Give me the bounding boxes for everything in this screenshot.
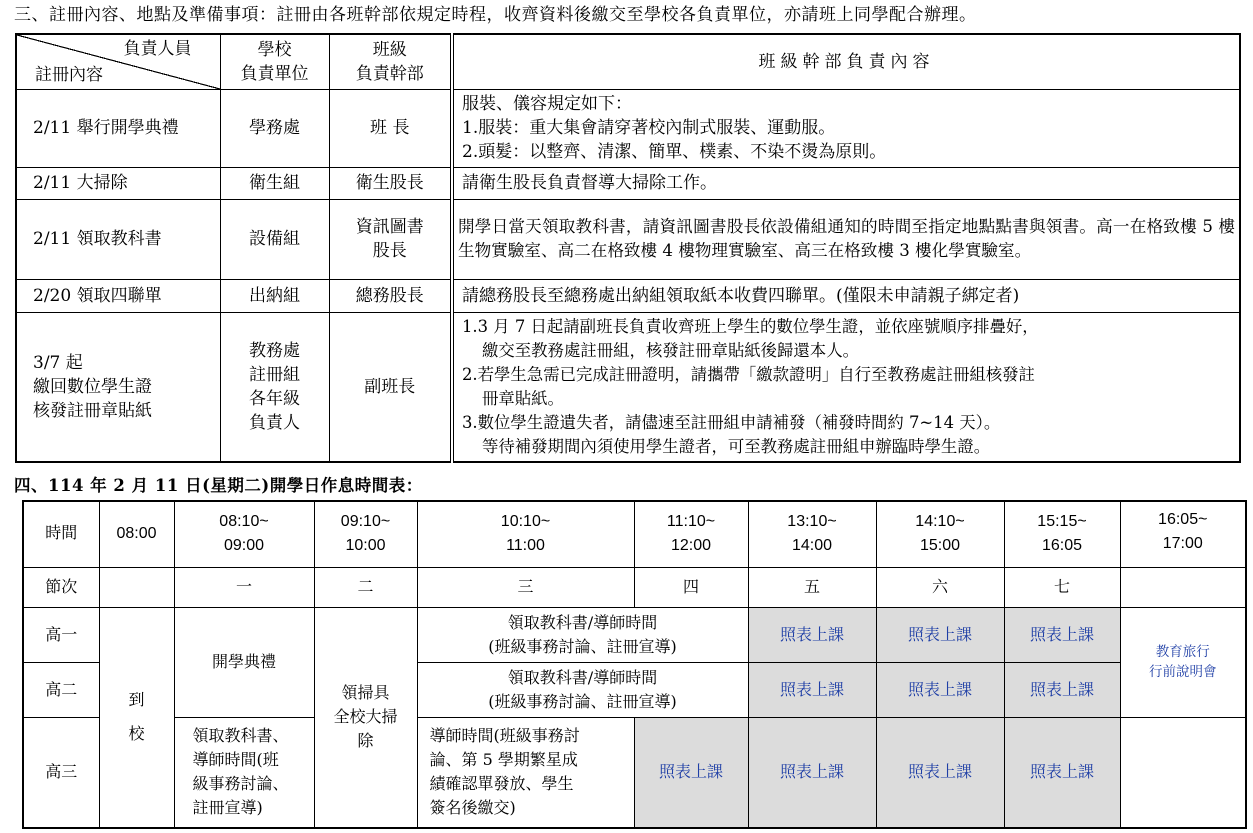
registration-header-row [16, 34, 1240, 89]
arrive-at-school: 到 校 [99, 607, 174, 828]
school-unit: 設備組 [220, 199, 329, 279]
regular-class: 照表上課 [876, 662, 1004, 717]
time-row [23, 501, 1246, 567]
grade-label: 高二 [23, 662, 99, 717]
registration-item: 2/11 舉行開學典禮 [16, 89, 220, 167]
officer-duty: 開學日當天領取教科書，請資訊圖書股長依設備組通知的時間至指定地點點書與領書。高一在格致樓 5 樓生物實驗室、高二在格致樓 4 樓物理實驗室、高三在格致樓 3 樓化學實驗室。 [452, 199, 1240, 279]
registration-content-label: 註冊內容 [35, 64, 103, 85]
registration-table [15, 33, 1241, 463]
g3-textbook-homeroom: 領取教科書、 導師時間(班 級事務討論、 註冊宣導) [174, 717, 314, 828]
time-slot: 10:10~ 11:00 [417, 501, 634, 567]
regular-class: 照表上課 [748, 662, 876, 717]
registration-item: 3/7 起 繳回數位學生證 核發註冊章貼紙 [16, 312, 220, 462]
textbook-homeroom-g1: 領取教科書/導師時間 (班級事務討論、註冊宣導) [417, 607, 748, 662]
class-officer: 班 長 [329, 89, 452, 167]
time-label: 時間 [23, 501, 99, 567]
officer-duty-header: 班級幹部負責內容 [452, 34, 1240, 89]
regular-class: 照表上課 [748, 717, 876, 828]
registration-item: 2/11 大掃除 [16, 167, 220, 199]
time-slot: 08:00 [99, 501, 174, 567]
period-cell: 五 [748, 567, 876, 607]
table-row [16, 89, 1240, 167]
period-cell: 三 [417, 567, 634, 607]
textbook-homeroom-g2: 領取教科書/導師時間 (班級事務討論、註冊宣導) [417, 662, 748, 717]
regular-class: 照表上課 [1004, 607, 1120, 662]
time-slot: 14:10~ 15:00 [876, 501, 1004, 567]
diagonal-header-cell [16, 34, 220, 89]
time-slot: 09:10~ 10:00 [314, 501, 417, 567]
regular-class: 照表上課 [1004, 662, 1120, 717]
class-officer: 衛生股長 [329, 167, 452, 199]
school-unit: 教務處 註冊組 各年級 負責人 [220, 312, 329, 462]
regular-class: 照表上課 [748, 607, 876, 662]
time-slot: 15:15~ 16:05 [1004, 501, 1120, 567]
g3-homeroom-star-plan: 導師時間(班級事務討 論、第 5 學期繁星成 績確認單發放、學生 簽名後繳交) [417, 717, 634, 828]
class-officer-header: 班級 負責幹部 [329, 34, 452, 89]
school-unit: 衛生組 [220, 167, 329, 199]
school-cleaning: 領掃具 全校大掃 除 [314, 607, 417, 828]
grade-row [23, 717, 1246, 828]
officer-duty: 服裝、儀容規定如下： 1.服裝：重大集會請穿著校內制式服裝、運動服。 2.頭髮：以整齊、清潔、簡單、樸素、不染不燙為原則。 [452, 89, 1240, 167]
table-row [16, 312, 1240, 462]
responsible-person-label: 負責人員 [123, 39, 192, 59]
time-slot: 13:10~ 14:00 [748, 501, 876, 567]
officer-duty: 請總務股長至總務處出納組領取紙本收費四聯單。(僅限未申請親子綁定者) [452, 279, 1240, 312]
regular-class: 照表上課 [876, 607, 1004, 662]
class-officer: 副班長 [329, 312, 452, 462]
class-officer: 總務股長 [329, 279, 452, 312]
regular-class: 照表上課 [1004, 717, 1120, 828]
officer-duty: 1.3 月 7 日起請副班長負責收齊班上學生的數位學生證，並依座號順序排疊好， 繳交至教務處註冊組，核發註冊章貼紙後歸還本人。 2.若學生急需已完成註冊證明，請攜帶「繳款證明」自行至教務處註冊組核發註 冊章貼紙。 3.數位學生證遺失者，請儘速至註冊組申請補發（補發時間約 7~14 天）。 等待補發期間內須使用學生證者，可至教務處註冊組申辦臨時學生證。 [452, 312, 1240, 462]
time-slot: 08:10~ 09:00 [174, 501, 314, 567]
school-unit-header: 學校 負責單位 [220, 34, 329, 89]
registration-item: 2/20 領取四聯單 [16, 279, 220, 312]
period-row [23, 567, 1246, 607]
period-cell: 四 [634, 567, 748, 607]
empty-cell [1120, 717, 1246, 828]
schedule-table [22, 500, 1247, 829]
officer-duty: 請衛生股長負責督導大掃除工作。 [452, 167, 1240, 199]
time-slot: 16:05~ 17:00 [1120, 501, 1246, 567]
regular-class: 照表上課 [876, 717, 1004, 828]
period-cell [99, 567, 174, 607]
travel-briefing: 教育旅行 行前說明會 [1120, 607, 1246, 717]
grade-label: 高一 [23, 607, 99, 662]
section4-heading: 四、114 年 2 月 11 日(星期二)開學日作息時間表： [14, 476, 423, 495]
period-cell: 一 [174, 567, 314, 607]
period-cell: 二 [314, 567, 417, 607]
school-unit: 學務處 [220, 89, 329, 167]
time-slot: 11:10~ 12:00 [634, 501, 748, 567]
opening-ceremony: 開學典禮 [174, 607, 314, 717]
school-unit: 出納組 [220, 279, 329, 312]
table-row [16, 199, 1240, 279]
period-cell: 六 [876, 567, 1004, 607]
period-cell [1120, 567, 1246, 607]
grade-label: 高三 [23, 717, 99, 828]
table-row [16, 167, 1240, 199]
period-label: 節次 [23, 567, 99, 607]
class-officer: 資訊圖書 股長 [329, 199, 452, 279]
table-row [16, 279, 1240, 312]
regular-class: 照表上課 [634, 717, 748, 828]
grade-row [23, 607, 1246, 662]
section3-heading: 三、註冊內容、地點及準備事項：註冊由各班幹部依規定時程，收齊資料後繳交至學校各負責單位，亦請班上同學配合辦理。 [14, 5, 977, 25]
period-cell: 七 [1004, 567, 1120, 607]
registration-item: 2/11 領取教科書 [16, 199, 220, 279]
